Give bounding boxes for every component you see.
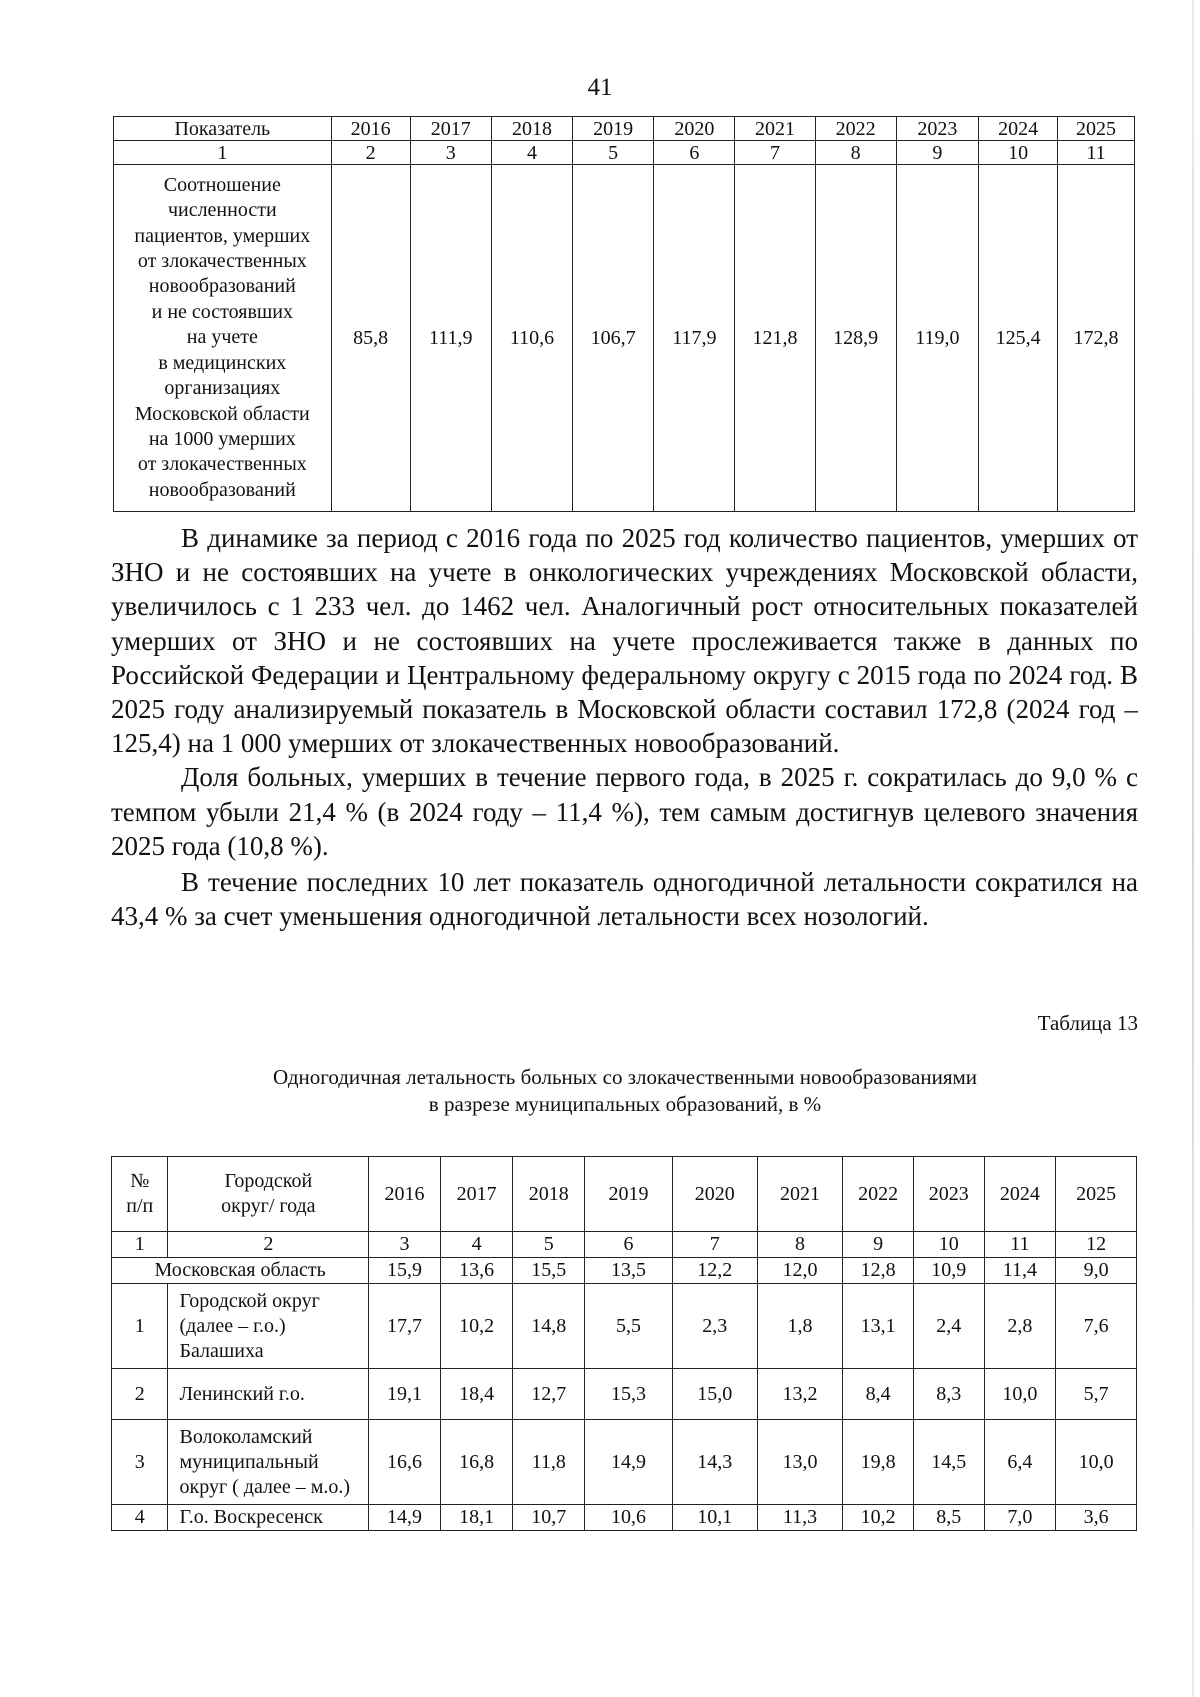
table-row — [112, 1420, 1137, 1505]
district-name: Г.о. Воскресенск — [168, 1505, 369, 1531]
value-cell: 85,8 — [331, 165, 410, 512]
indicator-row — [114, 165, 1135, 512]
column-number: 7 — [735, 141, 815, 165]
header-cell: 2018 — [513, 1157, 585, 1232]
header-cell: 2019 — [585, 1157, 673, 1232]
value-cell: 12,2 — [672, 1258, 757, 1284]
indicator-name: Соотношение численности пациентов, умерших от злокачественных новообразований и не состоявших на учете в медицинских организациях Московской области на 1000 умерших от злокачественных новообразований — [114, 165, 332, 512]
column-number: 11 — [984, 1232, 1056, 1258]
district-name: Ленинский г.о. — [168, 1369, 369, 1420]
value-cell: 5,7 — [1056, 1369, 1137, 1420]
table-label: Таблица 13 — [1037, 1011, 1138, 1035]
region-total-row — [112, 1258, 1137, 1284]
header-cell: 2021 — [735, 117, 815, 141]
indicator-table — [113, 116, 1135, 512]
column-number: 10 — [979, 141, 1058, 165]
value-cell: 10,2 — [843, 1505, 914, 1531]
column-number: 6 — [654, 141, 735, 165]
value-cell: 1,8 — [757, 1284, 843, 1369]
header-cell: 2021 — [757, 1157, 843, 1232]
value-cell: 10,1 — [672, 1505, 757, 1531]
column-number: 5 — [573, 141, 654, 165]
header-cell: 2023 — [896, 117, 978, 141]
paragraph: Доля больных, умерших в течение первого года, в 2025 г. сократилась до 9,0 % с темпом убыли 21,4 % (в 2024 году – 11,4 %), тем самым достигнув целевого значения 2025 года (10,8 %). — [111, 762, 1138, 861]
value-cell: 9,0 — [1056, 1258, 1137, 1284]
value-cell: 172,8 — [1058, 165, 1135, 512]
header-cell: 2024 — [984, 1157, 1056, 1232]
value-cell: 2,3 — [672, 1284, 757, 1369]
header-cell: 2016 — [331, 117, 410, 141]
page-number: 41 — [587, 74, 613, 101]
row-number: 1 — [112, 1284, 168, 1369]
table-row — [112, 1284, 1137, 1369]
value-cell: 6,4 — [984, 1420, 1056, 1505]
column-number: 11 — [1058, 141, 1135, 165]
column-number: 12 — [1056, 1232, 1137, 1258]
column-number: 9 — [896, 141, 978, 165]
region-name: Московская область — [112, 1258, 369, 1284]
table-caption — [150, 1064, 1100, 1118]
value-cell: 2,4 — [913, 1284, 984, 1369]
table-header-row — [112, 1157, 1137, 1232]
value-cell: 14,5 — [913, 1420, 984, 1505]
value-cell: 10,9 — [913, 1258, 984, 1284]
column-number: 1 — [112, 1232, 168, 1258]
header-cell: 2020 — [654, 117, 735, 141]
paragraph: В динамике за период с 2016 года по 2025 год количество пациентов, умерших от ЗНО и не состоявших на учете в онкологических учреждениях Московской области, увеличилось с 1 233 чел. до 1462 чел. Аналогичный рост относительных показателей умерших от ЗНО и не состоявших на учете прослеживается также в данных по Российской Федерации и Центральному федеральному округу с 2015 года по 2024 год. В 2025 году анализируемый показатель в Московской области составил 172,8 (2024 год – 125,4) на 1 000 умерших от злокачественных новообразований. — [111, 523, 1138, 759]
header-cell: 2017 — [410, 117, 491, 141]
column-number: 8 — [815, 141, 896, 165]
header-cell: 2022 — [815, 117, 896, 141]
caption-line: в разрезе муниципальных образований, в % — [428, 1092, 822, 1116]
column-number: 1 — [114, 141, 332, 165]
value-cell: 11,8 — [513, 1420, 585, 1505]
table-row — [112, 1369, 1137, 1420]
value-cell: 3,6 — [1056, 1505, 1137, 1531]
header-cell: 2017 — [440, 1157, 513, 1232]
header-cell: 2016 — [369, 1157, 441, 1232]
value-cell: 119,0 — [896, 165, 978, 512]
value-cell: 8,3 — [913, 1369, 984, 1420]
header-cell-number: № п/п — [112, 1157, 168, 1232]
table-row — [112, 1505, 1137, 1531]
value-cell: 14,9 — [369, 1505, 441, 1531]
column-number: 5 — [513, 1232, 585, 1258]
header-cell: 2019 — [573, 117, 654, 141]
scan-edge — [1192, 0, 1194, 1697]
column-number: 4 — [491, 141, 572, 165]
column-number: 7 — [672, 1232, 757, 1258]
header-cell: 2025 — [1058, 117, 1135, 141]
column-number: 8 — [757, 1232, 843, 1258]
value-cell: 106,7 — [573, 165, 654, 512]
value-cell: 5,5 — [585, 1284, 673, 1369]
value-cell: 117,9 — [654, 165, 735, 512]
value-cell: 19,8 — [843, 1420, 914, 1505]
value-cell: 8,4 — [843, 1369, 914, 1420]
header-cell: 2022 — [843, 1157, 914, 1232]
district-name: Волоколамский муниципальный округ ( далее – м.о.) — [168, 1420, 369, 1505]
value-cell: 12,0 — [757, 1258, 843, 1284]
header-cell: 2020 — [672, 1157, 757, 1232]
header-cell: Показатель — [114, 117, 332, 141]
header-cell: 2024 — [979, 117, 1058, 141]
table-header-row — [114, 117, 1135, 141]
value-cell: 10,2 — [440, 1284, 513, 1369]
column-number: 4 — [440, 1232, 513, 1258]
value-cell: 11,4 — [984, 1258, 1056, 1284]
header-cell: 2018 — [491, 117, 572, 141]
row-number: 2 — [112, 1369, 168, 1420]
value-cell: 15,5 — [513, 1258, 585, 1284]
value-cell: 125,4 — [979, 165, 1058, 512]
value-cell: 13,1 — [843, 1284, 914, 1369]
value-cell: 11,3 — [757, 1505, 843, 1531]
value-cell: 111,9 — [410, 165, 491, 512]
value-cell: 18,1 — [440, 1505, 513, 1531]
column-number: 2 — [331, 141, 410, 165]
value-cell: 10,7 — [513, 1505, 585, 1531]
column-number-row — [114, 141, 1135, 165]
row-number: 4 — [112, 1505, 168, 1531]
value-cell: 14,3 — [672, 1420, 757, 1505]
value-cell: 15,9 — [369, 1258, 441, 1284]
value-cell: 13,5 — [585, 1258, 673, 1284]
district-name: Городской округ (далее – г.о.) Балашиха — [168, 1284, 369, 1369]
value-cell: 10,0 — [1056, 1420, 1137, 1505]
value-cell: 13,6 — [440, 1258, 513, 1284]
value-cell: 128,9 — [815, 165, 896, 512]
value-cell: 15,0 — [672, 1369, 757, 1420]
column-number: 6 — [585, 1232, 673, 1258]
value-cell: 10,6 — [585, 1505, 673, 1531]
value-cell: 7,6 — [1056, 1284, 1137, 1369]
column-number-row — [112, 1232, 1137, 1258]
value-cell: 19,1 — [369, 1369, 441, 1420]
value-cell: 13,0 — [757, 1420, 843, 1505]
row-number: 3 — [112, 1420, 168, 1505]
header-cell: 2023 — [913, 1157, 984, 1232]
value-cell: 12,7 — [513, 1369, 585, 1420]
value-cell: 121,8 — [735, 165, 815, 512]
value-cell: 7,0 — [984, 1505, 1056, 1531]
header-cell: 2025 — [1056, 1157, 1137, 1232]
value-cell: 14,8 — [513, 1284, 585, 1369]
column-number: 3 — [369, 1232, 441, 1258]
column-number: 3 — [410, 141, 491, 165]
value-cell: 12,8 — [843, 1258, 914, 1284]
value-cell: 17,7 — [369, 1284, 441, 1369]
column-number: 10 — [913, 1232, 984, 1258]
value-cell: 2,8 — [984, 1284, 1056, 1369]
value-cell: 8,5 — [913, 1505, 984, 1531]
caption-line: Одногодичная летальность больных со злокачественными новообразованиями — [272, 1065, 978, 1089]
value-cell: 16,8 — [440, 1420, 513, 1505]
value-cell: 10,0 — [984, 1369, 1056, 1420]
value-cell: 14,9 — [585, 1420, 673, 1505]
value-cell: 16,6 — [369, 1420, 441, 1505]
header-cell-district: Городской округ/ года — [168, 1157, 369, 1232]
mortality-table — [111, 1156, 1137, 1531]
column-number: 9 — [843, 1232, 914, 1258]
value-cell: 15,3 — [585, 1369, 673, 1420]
column-number: 2 — [168, 1232, 369, 1258]
value-cell: 110,6 — [491, 165, 572, 512]
value-cell: 13,2 — [757, 1369, 843, 1420]
value-cell: 18,4 — [440, 1369, 513, 1420]
paragraph: В течение последних 10 лет показатель одногодичной летальности сократился на 43,4 % за счет уменьшения одногодичной летальности всех нозологий. — [111, 867, 1138, 932]
body-text — [111, 521, 1138, 933]
